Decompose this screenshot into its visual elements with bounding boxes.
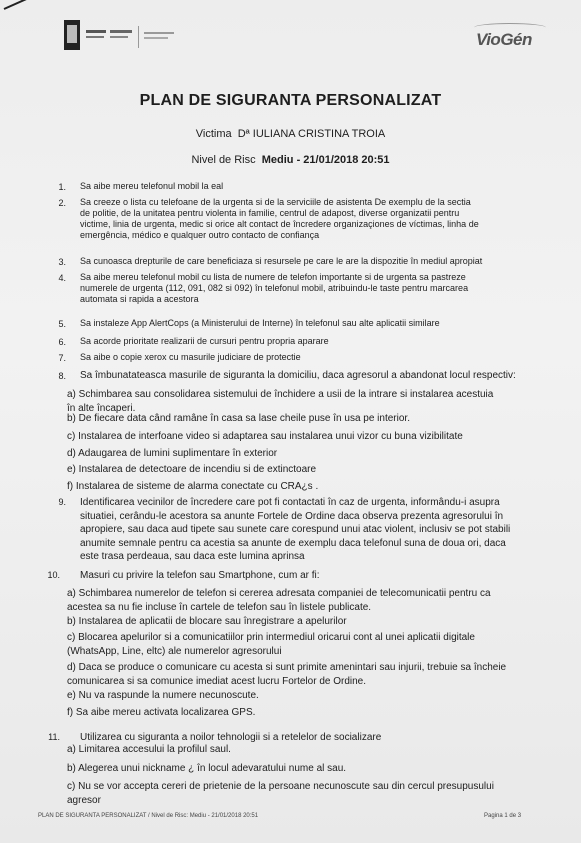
text-line: emergência, médico e qualquer outro contacto de confiança <box>80 230 320 240</box>
text-line: b) Alegerea unui nickname ¿ în locul adevaratului nume al sau. <box>67 763 347 774</box>
text-line: apropiere, sau daca aud tipete sau sunete care corespund unui atac violent, inclusiv se pot stabili <box>80 524 511 535</box>
text-line: numerele de urgenta (112, 091, 082 si 092) în telefonul mobil, atribuindu-le taste pentru marcarea <box>80 283 469 293</box>
text-line: d) Daca se produce o comunicare cu acesta si sunt primite amenintari sau injurii, trebuie sa încheie <box>67 662 507 673</box>
text-line: c) Instalarea de interfoane video si adaptarea sau instalarea unui vizor cu buna vizibilitate <box>67 431 463 442</box>
text-line: automata si rapida a acestora <box>80 294 199 304</box>
plan-item-1 <box>80 181 223 192</box>
text-line: Sa cunoasca drepturile de care beneficiaza si resursele pe care le are la dispozitie în mediul apropiat <box>80 256 483 266</box>
text-line: Sa aibe mereu telefonul mobil la eal <box>80 181 224 191</box>
text-line: agresor <box>67 794 101 806</box>
text-line: Sa acorde prioritate realizarii de cursuri pentru propria aparare <box>80 336 329 346</box>
item-number: 2. <box>58 198 66 208</box>
plan-item-2 <box>80 197 479 241</box>
text-line: c) Blocarea apelurilor si a comunicatiilor prin intermediul oricarui cont al unei aplicatii digitale <box>67 632 475 643</box>
text-line: a) Limitarea accesului la profilul saul. <box>67 744 231 755</box>
text-line: Sa aibe o copie xerox cu masurile judiciare de protectie <box>80 352 301 362</box>
sub10-subitem <box>67 587 491 614</box>
sub10-subitem <box>67 661 506 688</box>
item-number: 9. <box>58 497 66 507</box>
text-line: f) Sa aibe mereu activata localizarea GPS. <box>67 707 256 718</box>
text-line: c) Nu se vor accepta cereri de prietenie de la persoane necunoscute sau din cercul presupusului <box>67 781 494 792</box>
text-line: de politie, de la unitatea pentru violenta in familie, centrul de adapost, diverse organizatii pentru <box>80 208 460 218</box>
text-line: este trasa perdeaua, sau daca este lumina aprinsa <box>80 551 305 562</box>
text-line: e) Nu va raspunde la numere necunoscute. <box>67 690 259 701</box>
government-logo <box>64 20 214 50</box>
text-line: (WhatsApp, Line, eltc) ale numerelor agresorului <box>67 645 282 657</box>
text-line: în alte încaperi. <box>67 402 136 414</box>
sub8-subitem <box>67 463 316 477</box>
plan-item-10 <box>80 569 320 583</box>
text-line: Sa îmbunatateasca masurile de siguranta la domiciliu, daca agresorul a abandonat locul respectiv: <box>80 370 516 381</box>
text-line: d) Adaugarea de lumini suplimentare în exterior <box>67 448 278 459</box>
plan-item-7 <box>80 352 301 363</box>
text-line: Sa instaleze App AlertCops (a Ministerului de Interne) în telefonul sau alte aplicatii similare <box>80 318 440 328</box>
item-number: 4. <box>58 273 66 283</box>
sub10-subitem <box>67 706 255 720</box>
text-line: Utilizarea cu siguranta a noilor tehnologii si a retelelor de socializare <box>80 732 382 743</box>
text-line: a) Schimbarea numerelor de telefon si cererea adresata companiei de telecomunicatii pentru ca <box>67 588 491 599</box>
plan-item-6 <box>80 336 329 347</box>
text-line: Sa aibe mereu telefonul mobil cu lista de numere de telefon importante si de urgenta sa pastreze <box>80 272 466 282</box>
sub8-subitem <box>67 447 277 461</box>
text-line: e) Instalarea de detectoare de incendiu si de extinctoare <box>67 464 317 475</box>
sub8-subitem <box>67 430 463 444</box>
sub8-subitem <box>67 480 318 494</box>
sub11-subitem <box>67 780 494 807</box>
item-number: 10. <box>47 570 60 580</box>
text-line: situatiei, cerându-le acestora sa anunte Fortele de Ordine daca observa prezenta agresorului în <box>80 510 504 522</box>
text-line: acestea sa nu fie incluse în cartele de telefon sau în listele publicate. <box>67 601 372 613</box>
plan-item-9 <box>80 496 510 564</box>
sub10-subitem <box>67 689 259 703</box>
sub8-subitem <box>67 412 410 426</box>
text-line: a) Schimbarea sau consolidarea sistemului de închidere a usii de la intrare si instalarea acestuia <box>67 389 494 400</box>
plan-item-4 <box>80 272 468 305</box>
text-line: Sa creeze o lista cu telefoane de la urgenta si de la serviciile de asistenta De exemplu de la sectia <box>80 197 471 207</box>
text-line: Identificarea vecinilor de încredere care pot fi contactati în caz de urgenta, informându-i asupra <box>80 497 500 508</box>
text-line: b) Instalarea de aplicatii de blocare sau înregistrare a apelurilor <box>67 616 347 627</box>
sub8-subitem <box>67 388 493 415</box>
risk-line: Nivel de Risc Mediu - 21/01/2018 20:51 <box>191 154 390 166</box>
item-number: 8. <box>58 371 66 381</box>
text-line: b) De fiecare data când ramâne în casa sa lase cheile puse în usa pe interior. <box>67 413 410 424</box>
item-number: 5. <box>58 319 66 329</box>
text-line: Masuri cu privire la telefon sau Smartphone, cum ar fi: <box>80 570 320 581</box>
text-line: comunicarea si sa comunice imediat acest lucru Fortelor de Ordine. <box>67 675 367 687</box>
item-number: 11. <box>48 732 60 742</box>
text-line: victime, linia de urgenta, medic si orice alt contact de încredere organizaçiones de víctimas, linha de <box>80 219 479 229</box>
pen-mark <box>4 0 45 10</box>
item-number: 6. <box>58 337 66 347</box>
sub10-subitem <box>67 631 475 658</box>
plan-item-3 <box>80 256 482 267</box>
text-line: anumite semnale pentru ca acestia sa anunte de exemplu daca telefonul suna de doua ori, daca <box>80 537 506 549</box>
coat-of-arms-icon <box>64 20 80 50</box>
viogen-logo: VioGén <box>476 30 532 50</box>
victim-line: Victima Dª IULIANA CRISTINA TROIA <box>195 128 386 140</box>
plan-item-8 <box>80 370 516 381</box>
item-number: 3. <box>58 257 66 267</box>
text-line: f) Instalarea de sisteme de alarma conectate cu CRA¿s . <box>67 481 319 492</box>
plan-item-5 <box>80 318 440 329</box>
document-title: PLAN DE SIGURANTA PERSONALIZAT <box>139 92 442 109</box>
sub11-subitem <box>67 743 231 757</box>
sub11-subitem <box>67 762 346 776</box>
item-number: 7. <box>58 353 66 363</box>
footer-left: PLAN DE SIGURANTA PERSONALIZAT / Nivel de Risc: Mediu - 21/01/2018 20:51 <box>38 813 259 819</box>
footer-page-number: Pagina 1 de 3 <box>484 813 522 819</box>
item-number: 1. <box>58 182 66 192</box>
sub10-subitem <box>67 615 347 629</box>
